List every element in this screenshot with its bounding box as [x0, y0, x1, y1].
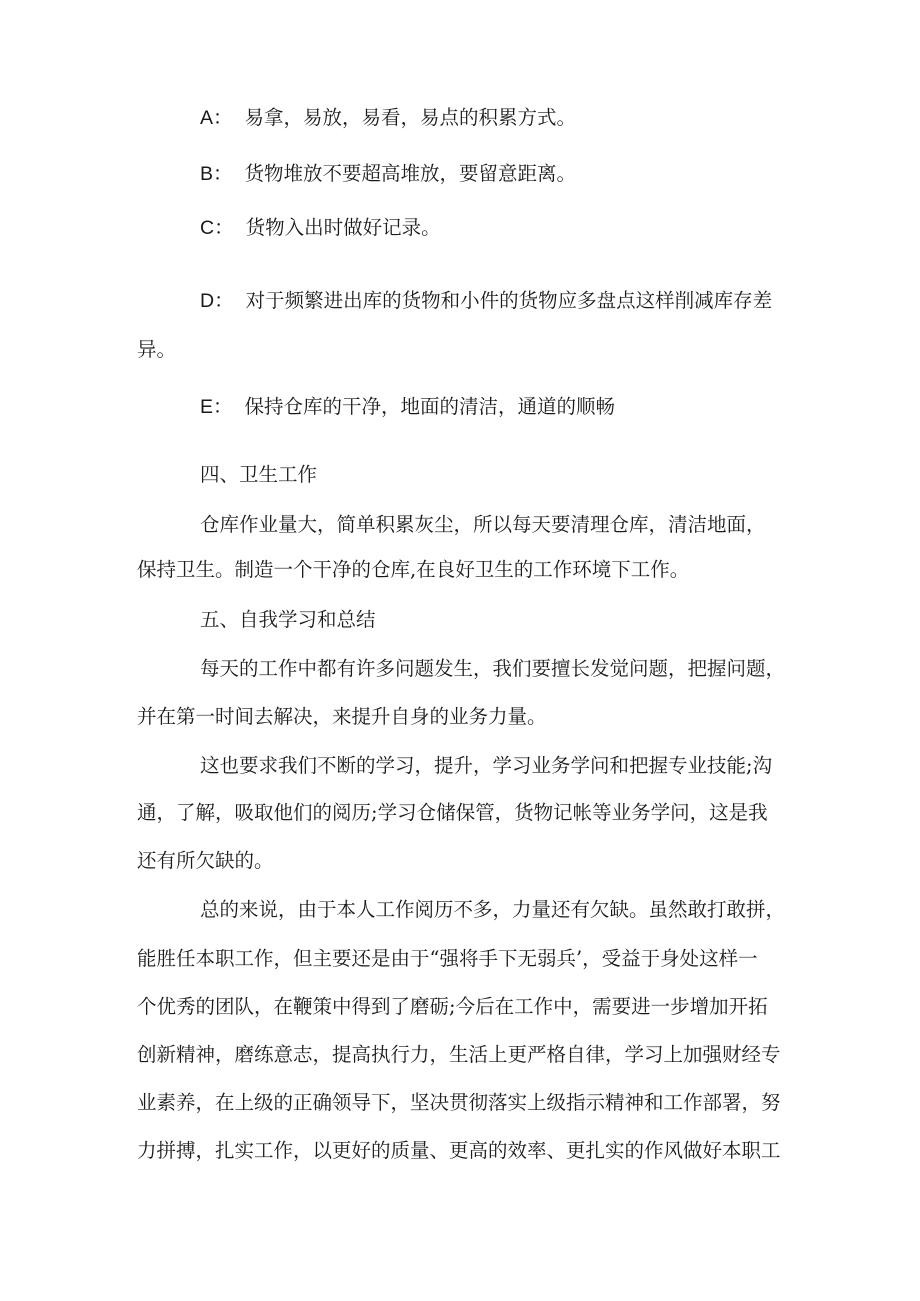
list-label: A：	[200, 107, 233, 129]
paragraph-line: 个优秀的团队，在鞭策中得到了磨砺;今后在工作中，需要进一步增加开拓	[137, 995, 768, 1018]
section-heading-hygiene: 四、卫生工作	[200, 463, 318, 486]
list-text: 对于频繁进出库的货物和小件的货物应多盘点这样削减库存差	[245, 289, 773, 312]
list-item-d	[200, 288, 772, 314]
paragraph-line: 这也要求我们不断的学习，提升，学习业务学问和把握专业技能;沟	[200, 754, 773, 777]
section-heading-self-learning: 五、自我学习和总结	[200, 608, 376, 631]
paragraph-line: 力拼搏，扎实工作，以更好的质量、更高的效率、更扎实的作风做好本职工	[137, 1139, 781, 1162]
list-item-c	[200, 215, 441, 241]
paragraph-line: 并在第一时间去解决，来提升自身的业务力量。	[137, 705, 547, 728]
paragraph-line: 保持卫生。制造一个干净的仓库,在良好卫生的工作环境下工作。	[137, 558, 690, 581]
paragraph-line: 还有所欠缺的。	[137, 849, 274, 872]
paragraph-line: 通，了解，吸取他们的阅历;学习仓储保管，货物记帐等业务学问，这是我	[137, 801, 768, 824]
list-item-b	[200, 161, 576, 187]
list-label: C：	[200, 217, 234, 239]
list-item-a	[200, 105, 576, 131]
paragraph-line: 业素养，在上级的正确领导下，坚决贯彻落实上级指示精神和工作部署，努	[137, 1091, 781, 1114]
list-label: B：	[200, 163, 233, 185]
paragraph-line: 总的来说，由于本人工作阅历不多，力量还有欠缺。虽然敢打敢拼，	[200, 898, 786, 921]
list-item-e	[200, 394, 615, 420]
list-label: E：	[200, 396, 233, 418]
paragraph-line: 每天的工作中都有许多问题发生，我们要擅长发觉问题，把握问题，	[200, 657, 786, 680]
list-text: 保持仓库的干净，地面的清洁，通道的顺畅	[244, 395, 616, 418]
list-text: 货物堆放不要超高堆放，要留意距离。	[244, 162, 577, 185]
paragraph-line: 仓库作业量大，简单积累灰尘，所以每天要清理仓库，清洁地面，	[200, 513, 766, 536]
list-label: D：	[200, 290, 234, 312]
list-text: 货物入出时做好记录。	[245, 216, 441, 239]
paragraph-line: 创新精神，磨练意志，提高执行力，生活上更严格自律，学习上加强财经专	[137, 1043, 781, 1066]
list-item-d-continuation: 异。	[137, 338, 177, 361]
list-text: 易拿，易放，易看，易点的积累方式。	[244, 106, 577, 129]
paragraph-line: 能胜任本职工作，但主要还是由于“强将手下无弱兵’，受益于身处这样一	[137, 947, 758, 970]
